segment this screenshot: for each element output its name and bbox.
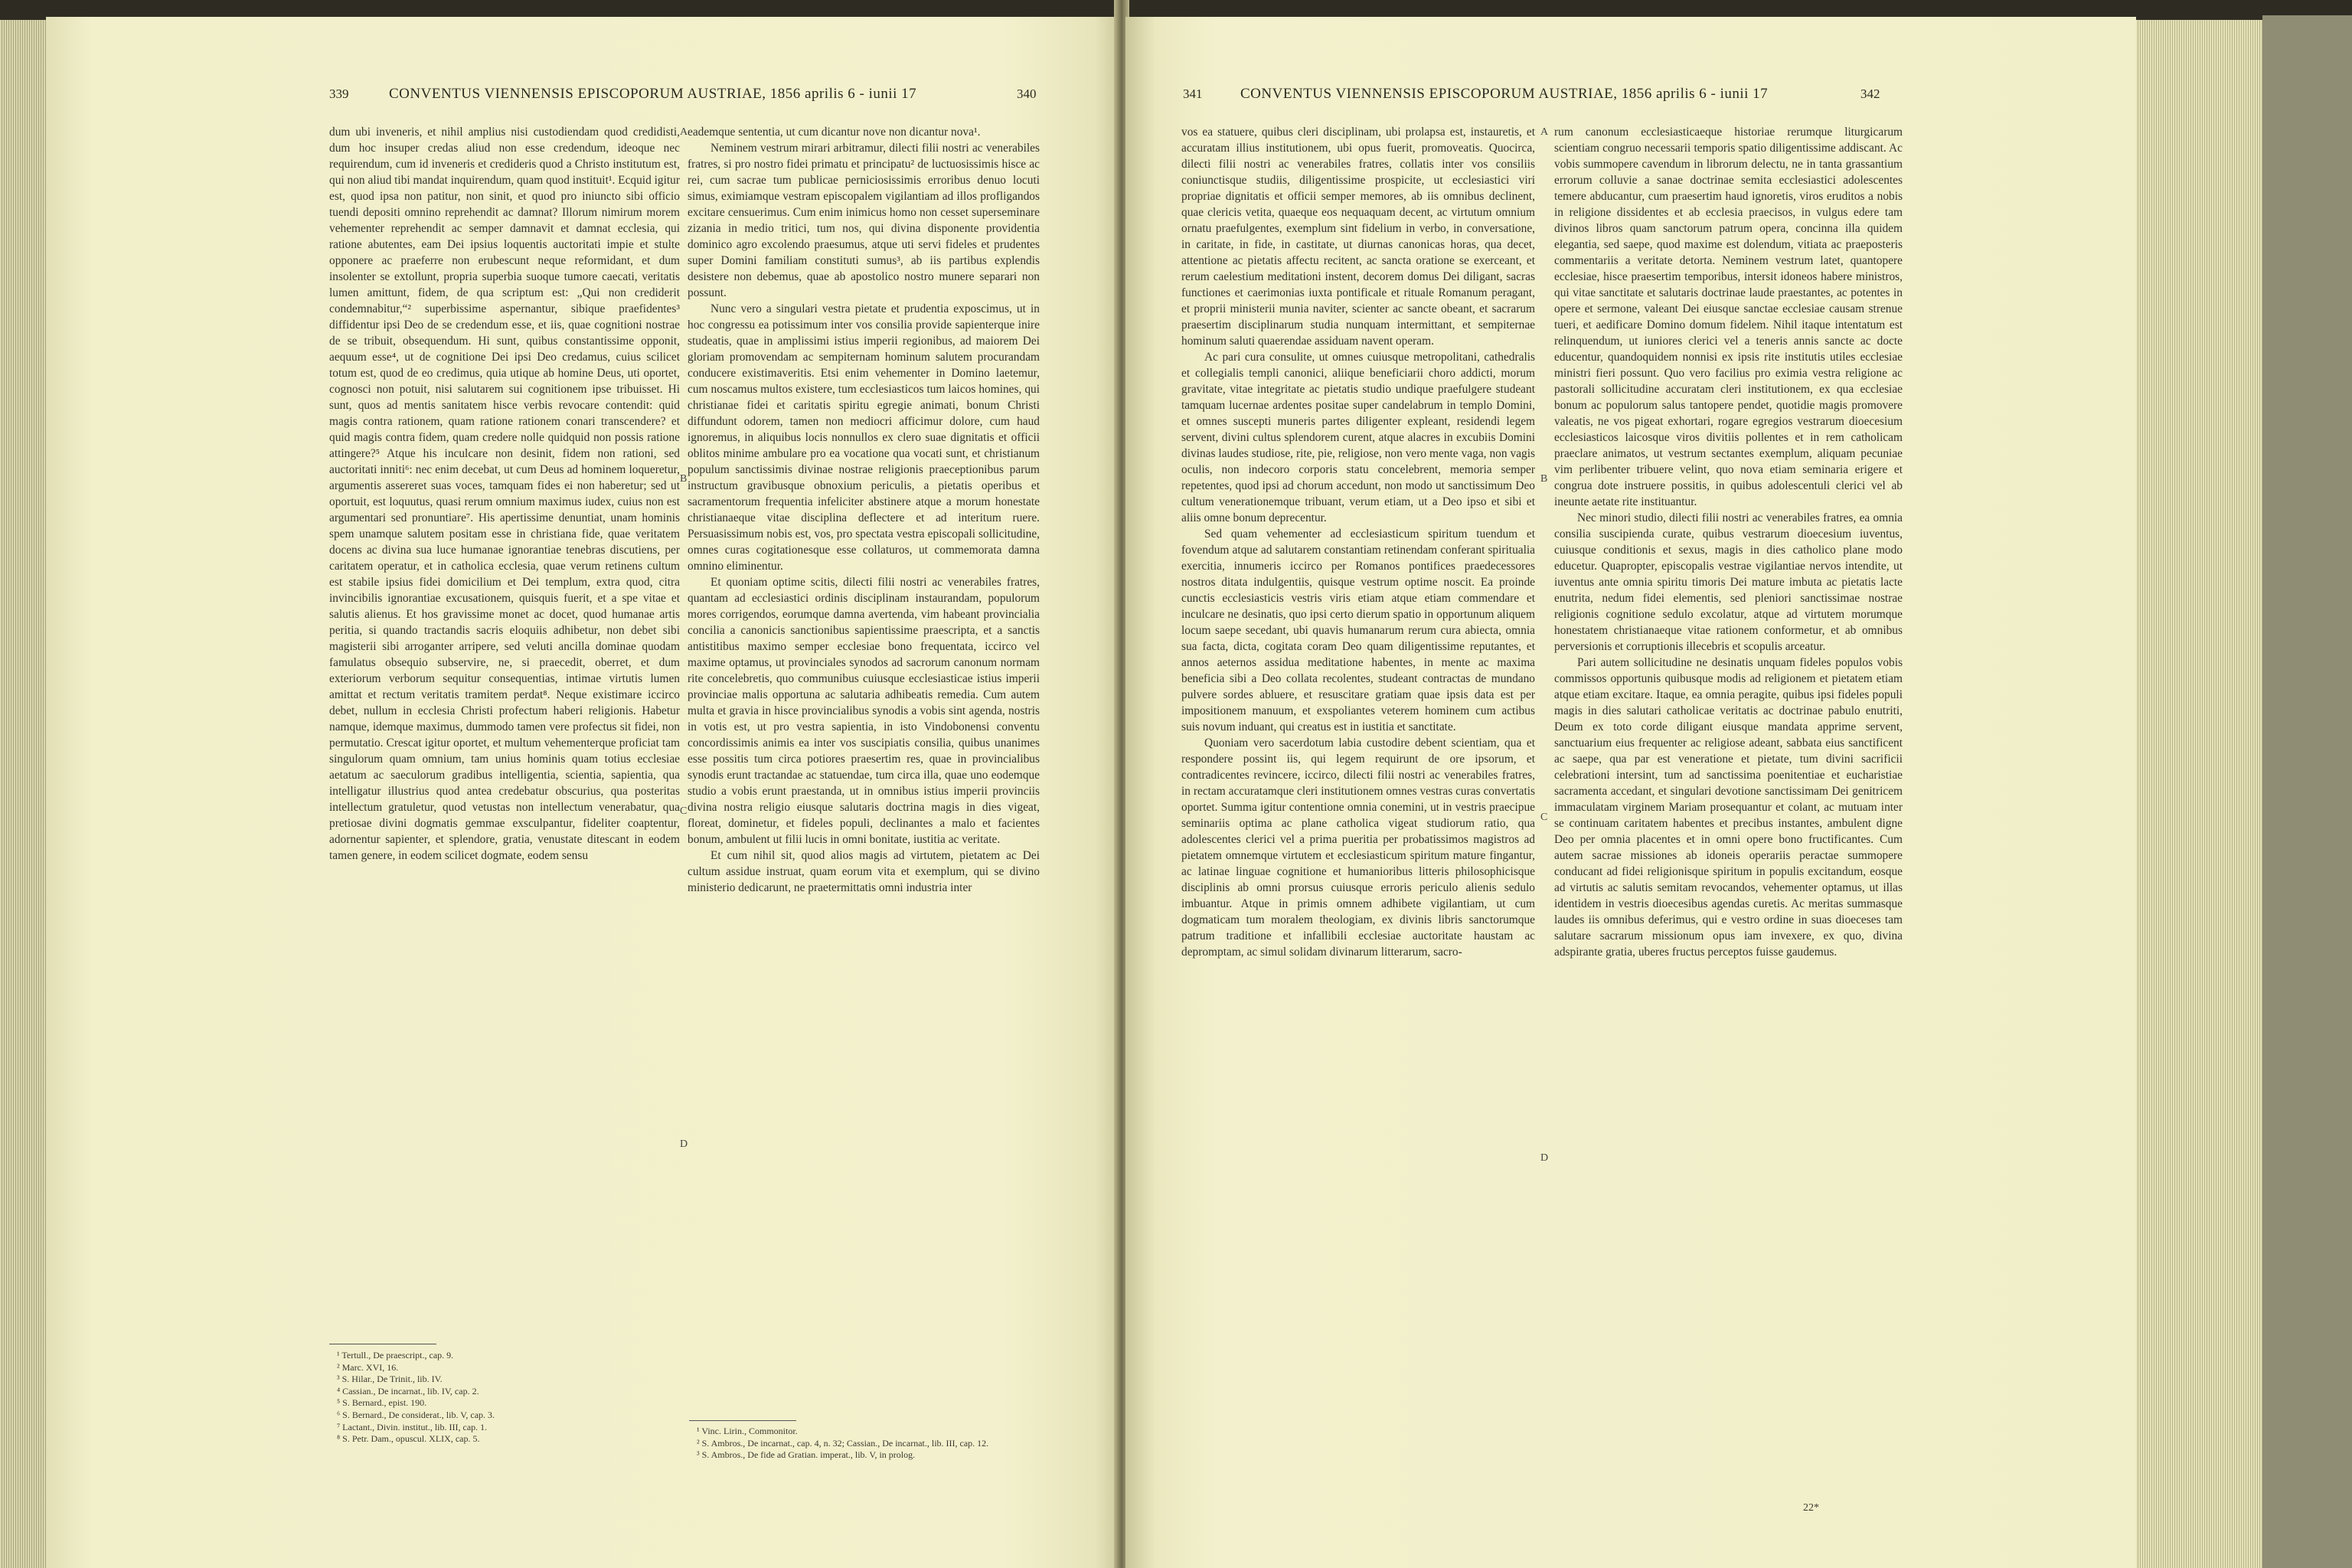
page-edges-right — [2136, 20, 2262, 1568]
paragraph: dum ubi inveneris, et nihil amplius nisi custodiendam quod credidisti, dum hoc insuper credas aliud non esse credendum, ideoque nec requirendum, cum id inveneris et credideris quod a Christo institutum est, qui non aliud tibi mandat inquirendum, quam quod instituit¹. Ecquid igitur est, quod ipsa non patitur, non sinit, et quod pro iniuncto sibi officio tuendi depositi omnino reprehendit ac damnat? Illorum nimirum morem vehementer reprehendit ac semper damnavit et damnat ecclesia, qui ratione abutentes, eam Dei ipsius loquentis auctoritati impie et stulte opponere ac praeferre non erubescunt neque reformidant, et dum insolenter se extollunt, propria superbia suoque tumore caecati, veritatis lumen amittunt, fidem, de qua scriptum est: „Qui non crediderit condemnabitur,“² superbissime aspernantur, sibique praefidentes³ diffidentur ipsi Deo de se credendum esse, et iis, quae cognitioni nostrae de se tribuit, obsequendum. Hi sunt, quibus constantissime opponit, aequum esse⁴, ut de cognitione Dei ipsi Deo credamus, cuius scilicet totum est, quod de eo credimus, quia utique ab homine Deus, uti oportet, cognosci non potuit, nisi salutarem sui cognitionem ipse tribuisset. Hi sunt, quos ad mentis sanitatem hisce verbis revocare contendit: quid magis contra rationem, quam ratione rationem conari transcendere? et quid magis contra fidem, quam credere nolle quidquid non possis ratione attingere?⁵ Atque his inculcare non desinit, fidem non rationi, sed auctoritati inniti⁶: nec enim decebat, ut cum Deus ad hominem loqueretur, argumentis assereret suas voces, tamquam fides ei non haberetur; sed ut oportuit, est loquutus, quasi rerum omnium maximus iudex, cuius non est argumentari sed pronuntiare⁷. His apertissime denuntiat, unam hominis spem unamque salutem positam esse in christiana fide, quae veritatem docens ac divina sua luce humanae ignorantiae tenebras discutiens, per caritatem operatur, et in catholica ecclesia, quae verum retinens cultum est stabile ipsius fidei domicilium et Dei templum, extra quod, citra invincibilis ignorantiae excusationem, quisquis fuerit, et a spe vitae et salutis alienus. Et hos gravissime monet ac docet, quod humanae artis peritia, si quando tractandis sacris eloquiis adhibetur, non debet sibi magisterii sibi arroganter arripere, sed veluti ancilla dominae quodam famulatus obsequio subservire, ne, si praecedit, oberret, et dum exteriorum verborum sequitur consequentias, intimae virtutis lumen amittat et rectum veritatis tramitem perdat⁸. Neque existimare iccirco debet, nullum in ecclesia Christi profectum haberi religionis. Habetur namque, idemque maximus, dummodo tamen vere profectus sit fidei, non permutatio. Crescat igitur oportet, et multum vehementerque proficiat tam singulorum quam omnium, tam unius hominis quam totius ecclesiae aetatum ac saeculorum gradibus intelligentia, scientia, sapientia, qua intelligatur illustrius quod antea credebatur obscurius, qua posteritas intellectum gratuletur, quod vetustas non intellectum venerabatur, qua pretiosae divini dogmatis gemmae exsculpantur, fideliter coaptentur, adornentur sapienter, et splendore, gratia, venustate ditescant in eodem tamen genere, in eodem scilicet dogmate, eodem sensu — [329, 126, 680, 862]
margin-letter-b: B — [1540, 473, 1548, 485]
footnote: ⁴ Cassian., De incarnat., lib. IV, cap. 2. — [337, 1385, 479, 1396]
margin-letter-d: D — [1540, 1152, 1549, 1164]
column-number-341: 341 — [1183, 87, 1203, 101]
footnote: ³ S. Hilar., De Trinit., lib. IV. — [337, 1374, 443, 1385]
margin-letter-c: C — [1540, 812, 1548, 823]
margin-letter-d: D — [680, 1138, 688, 1150]
paragraph: Nec minori studio, dilecti filii nostri ac venerabiles fratres, ea omnia consilia suscipienda curate, quibus vestrarum dioecesium iuventus, cuiusque conditionis et sexus, magis in dies catholico plane modo educetur. Quapropter, episcopalis vestrae vigilantiae nervos intendite, ut iuventus ante omnia spiritu timoris Dei mature imbuta ac pietatis lacte enutrita, nedum fidei elementis, sed pleniori sanctissimae nostrae religionis cognitione sedulo excolatur, atque ad virtutem morumque honestatem christianaeque vitae rationem conformetur, et ab omnibus perversionis et corruptionis illecebris et scopulis arceatur. — [1554, 511, 1903, 653]
running-title-right: CONVENTUS VIENNENSIS EPISCOPORUM AUSTRIAE, 1856 aprilis 6 - iunii 17 — [1240, 86, 1769, 102]
footnote: ⁶ S. Bernard., De considerat., lib. V, cap. 3. — [337, 1409, 495, 1420]
footnote: ³ S. Ambros., De fide ad Gratian. imperat., lib. V, in prolog. — [697, 1449, 916, 1461]
footnote: ² Marc. XVI, 16. — [337, 1361, 399, 1373]
margin-letter-a: A — [1540, 126, 1549, 138]
margin-letter-a: A — [680, 126, 688, 138]
paragraph: Et cum nihil sit, quod alios magis ad virtutem, pietatem ac Dei cultum assidue instruat, quam eorum vita et exemplum, qui se divino ministerio dedicarunt, ne praetermittatis omni industria inter — [688, 849, 1040, 894]
paragraph: vos ea statuere, quibus cleri disciplinam, ubi prolapsa est, instauretis, et accuratam illius institutionem, ubi opus fuerit, promoveatis. Quocirca, dilecti filii nostri ac venerabiles fratres, collatis inter vos consiliis coniunctisque studiis, diligentissime prospicite, ut ecclesiastici viri propriae dignitatis et officii semper memores, ab iis omnibus declinent, quae clericis vetita, quaeque eos nequaquam decent, ac virtutum omnium ornatu praefulgentes, exemplum sint fidelium in verbo, in conversatione, in caritate, in fide, in castitate, ut diurnas canonicas horas, qua decet, attentione ac pietatis affectu recitent, ac sancta oratione se exerceant, et rerum caelestium meditationi instent, decorem domus Dei diligant, sacras functiones et caerimonias iuxta pontificale et rituale Romanum peragant, et proprii ministerii munia naviter, scienter ac sancte obeant, et sacrarum praesertim disciplinarum studia nunquam intermittant, et sempiternae hominum saluti quaerendae assiduam navent operam. — [1181, 126, 1535, 348]
paragraph: Sed quam vehementer ad ecclesiasticum spiritum tuendum et fovendum atque ad salutarem constantiam retinendam conferant spiritualia exercitia, innumeris iccirco per Romanos pontifices praedecessores nostros ditata indulgentiis, quisque vestrum optime noscit. Ea proinde cunctis ecclesiasticis vestris viris etiam atque etiam commendare et inculcare ne desinatis, quo ipsi certo dierum spatio in opportunum aliquem locum saepe secedant, ubi quavis humanarum rerum cura abiecta, omnia sua facta, dicta, cogitata coram Deo quam diligentissime reputantes, et annos aeternos assidua meditatione habentes, in mente ac maxima beneficia sibi a Deo collata recolentes, studeant contractas de mundano pulvere sordes abluere, et resuscitare gratiam quae ipsis data est per impositionem manuum, et exspoliantes veterem hominem cum actibus suis novum induant, qui creatus est in iustitia et sanctitate. — [1181, 528, 1535, 733]
paragraph: Neminem vestrum mirari arbitramur, dilecti filii nostri ac venerabiles fratres, si pro nostro fidei primatu et principatu² de luctuosissimis hisce ac rei, cum sacrae tum publicae perniciosissimis erroribus denuo locuti simus, eximiamque vestram episcopalem vigilantiam ad illos profligandos excitare censuerimus. Cum enim inimicus homo non cesset superseminare zizania in medio tritici, tum nos, qui divina disponente providentia dominico agro excolendo praesumus, atque uti servi fideles et prudentes super Domini familiam constituti sumus³, ab iis partibus explendis desistere non debemus, quae ab apostolico nostro munere separari non possunt. — [688, 142, 1040, 299]
signature-mark: 22* — [1803, 1502, 1819, 1514]
column-number-339: 339 — [329, 87, 349, 101]
footnote: ⁷ Lactant., Divin. institut., lib. III, cap. 1. — [337, 1421, 488, 1432]
text-column-340 — [688, 124, 1040, 1414]
running-title-left: CONVENTUS VIENNENSIS EPISCOPORUM AUSTRIAE, 1856 aprilis 6 - iunii 17 — [389, 86, 917, 102]
text-column-341 — [1181, 124, 1535, 1556]
paragraph: Nunc vero a singulari vestra pietate et prudentia exposcimus, ut in hoc congressu ea potissimum inter vos consilia provide sapienterque inire studeatis, quae in amplissimi istius imperii regionibus, ad maiorem Dei gloriam promovendam ac sempiternam hominum salutem procurandam conducere existimaveritis. Etsi enim vehementer in Domino laetemur, cum noscamus multos existere, tum ecclesiasticos tum laicos homines, qui christianae fidei et caritatis spiritu egregie animati, bonum Christi diffundunt odorem, tamen non mediocri afficimur dolore, cum haud ignoremus, in aliquibus locis nonnullos ex clero suae dignitatis et officii oblitos minime ambulare pro ea vocatione qua vocati sunt, et christianum populum sanctissimis divinae nostrae religionis praeceptionibus parum instructum gravibusque obnoxium periculis, a pietatis operibus et sacramentorum frequentia infeliciter abstinere atque a morum honestate christianaeque vitae disciplina deflectere et ad interitum ruere. Persuasissimum nobis est, vos, pro spectata vestra episcopali sollicitudine, omnes curas cogitationesque esse collaturos, ut commemorata damna omnino eliminentur. — [688, 302, 1040, 573]
footnote: ⁵ S. Bernard., epist. 190. — [337, 1397, 427, 1409]
margin-letter-c: C — [680, 805, 688, 817]
margin-letter-b: B — [680, 473, 688, 485]
text-column-339 — [329, 124, 680, 1338]
footnotes-column-339 — [337, 1350, 674, 1446]
page-edges-left — [0, 20, 47, 1568]
footnote: ⁸ S. Petr. Dam., opuscul. XLIX, cap. 5. — [337, 1433, 480, 1445]
paragraph: rum canonum ecclesiasticaeque historiae rerumque liturgicarum scientiam congruo necessarii temporis spatio diligentissime addiscant. Ac vobis summopere cavendum in librorum delectu, ne in tanta grassantium errorum colluvie a sanae doctrinae semita ecclesiastici adolescentes temere abducantur, cum praesertim haud ignoretis, viros eruditos a nobis in religione dissidentes et ab ecclesia praecisos, in vulgus edere tam divinos libros quam sanctorum patrum opera, concinna illa quidem elegantia, sed saepe, quod maxime est dolendum, vitiata ac praeposteris commentariis a veritate detorta. Neminem vestrum latet, quantopere ecclesiae, hisce praesertim temporibus, intersit idoneos habere ministros, qui vitae sanctitate et salutaris doctrinae laude praestantes, ac potentes in opere et sermone, valeant Dei eiusque sanctae ecclesiae causam strenue tueri, et aedificare Domino domum fidelem. Nihil itaque intentatum est relinquendum, ut iuniores clerici vel a teneris annis sancte ac docte educentur, quandoquidem nonnisi ex ipsis rite institutis utiles ecclesiae ministri fieri possunt. Quo vero facilius pro eximia vestra religione ac pastorali sollicitudine accuratam cleri institutionem, ex qua ecclesiae bonum ac populorum salus tantopere pendet, quotidie magis promovere valeatis, ne vos pigeat exhortari, rogare egregios vestrarum dioecesium ecclesiasticos laicosque viros divitiis pollentes et in rem catholicam praeclare animatos, ut vestrum sectantes exemplum, aliquam pecuniae vim perlibenter tribuere velint, quo nova etiam seminaria erigere et congrua dote instruere possitis, in quibus adolescentuli clerici vel ab ineunte aetate rite instituantur. — [1554, 126, 1903, 508]
footnote: ¹ Tertull., De praescript., cap. 9. — [337, 1350, 454, 1361]
paragraph: Quoniam vero sacerdotum labia custodire debent scientiam, qua et respondere possint iis, qui legem requirunt de ore ipsorum, et contradicentes revincere, iccirco, dilecti filii nostri ac venerabiles fratres, in rectam accuratamque cleri institutionem omnes vestras curas convertatis oportet. Summa igitur contentione omnia conemini, ut in vestris praecipue seminariis optima ac plane catholica vigeat studiorum ratio, qua adolescentes clerici vel a prima pueritia per probatissimos magistros ad pietatem omnemque virtutem et ecclesiasticum spiritum mature fingantur, ac latinae linguae cognitione et humanioribus litteris philosophicisque disciplinis ab omni prorsus cuiusque erroris periculo alienis sedulo imbuantur. Atque in primis omnem adhibete vigilantiam, ut cum dogmaticam tum moralem theologiam, ex divinis libris sanctorumque patrum traditione et infallibili ecclesiae auctoritate haustam ac depromptam, ac simul solidam divinarum litterarum, sacro- — [1181, 737, 1535, 959]
footnotes-column-340 — [697, 1426, 1037, 1462]
paragraph: Et quoniam optime scitis, dilecti filii nostri ac venerabiles fratres, quantam ad ecclesiastici ordinis disciplinam instaurandam, populorum mores corrigendos, eorumque damna avertenda, vim habeant provincialia concilia a canonicis sanctionibus sapientissime praescripta, et a sanctis antistitibus maximo semper ecclesiae bono frequentata, iccirco vel maxime optamus, ut provinciales synodos ad sacrorum canonum normam rite concelebretis, quo communibus cuiusque ecclesiasticae istius imperii provinciae malis opportuna ac salutaria adhibeatis remedia. Cum autem multa et gravia in hisce provincialibus synodis a vobis sint agenda, nostris in votis est, ut pro vestra sapientia, in isto Vindobonensi conventu concordissimis animis ea inter vos suscipiatis consilia, quibus unanimes esse possitis tum circa potiores praesertim res, quae in provincialibus synodis erunt tractandae ac statuendae, tum circa illa, quae uno eodemque studio a vobis erunt praestanda, ut in omnibus istius imperii provinciis divina nostra religio eiusque salutaris doctrina magis in dies vigeat, floreat, dominetur, et fideles populi, declinantes a malo et facientes bonum, ambulent ut filii lucis in omni bonitate, iustitia ac veritate. — [688, 576, 1040, 846]
footnote: ² S. Ambros., De incarnat., cap. 4, n. 32; Cassian., De incarnat., lib. III, cap. 12. — [697, 1437, 989, 1449]
backboard — [2262, 15, 2352, 1568]
footnote: ¹ Vinc. Lirin., Commonitor. — [697, 1426, 798, 1436]
column-number-342: 342 — [1860, 87, 1880, 101]
paragraph: eademque sententia, ut cum dicantur nove non dicantur nova¹. — [688, 126, 981, 139]
footnote-rule — [689, 1420, 796, 1421]
text-column-342 — [1554, 124, 1903, 1502]
paragraph: Ac pari cura consulite, ut omnes cuiusque metropolitani, cathedralis et collegialis templi canonici, aliique beneficiarii choro addicti, morum gravitate, vitae integritate ac pietatis studio undique praefulgere studeant tamquam lucernae ardentes positae super candelabrum in templo Domini, et omnes suscepti muneris partes diligenter expleant, residendi legem servent, divini cultus splendorem curent, atque alacres in excubiis Domini divinas laudes studiose, rite, pie, religiose, non vero mente vaga, non vagis oculis, non indecoro corporis statu concelebrent, memoria semper repetentes, quod ipsi ad chorum accedunt, non modo ut sanctissimum Deo cultum venerationemque tribuant, verum etiam, ut a Deo ipso et sibi et aliis omne bonum deprecentur. — [1181, 351, 1535, 524]
paragraph: Pari autem sollicitudine ne desinatis unquam fideles populos vobis commissos opportunis quibusque modis ad religionem et pietatem etiam atque etiam excitare. Itaque, ea omnia peragite, quibus ipsi fideles populi magis in dies salutari catholicae veritatis ac doctrinae pabulo enutriti, Deum ex toto corde diligant eiusque mandata apprime servent, sanctuarium eius frequenter ac religiose adeant, sabbata eius sanctificent ac saepe, qua par est venerationе et pietate, tum divini sacrificii celebrationi intersint, tum ad sanctissima poenitentiae et eucharistiae sacramenta accedant, et singulari devotione sanctissimam Dei genitricem immaculatam virginem Mariam prosequantur et colant, ac mutuam inter se continuam caritatem habentes et precibus instantes, ambulent digne Deo per omnia placentes et in omni opere bono fructificantes. Cum autem sacrae missiones ab idoneis operariis peractae summopere conducant ad fidei religionisque spiritum in populis excitandum, eosque ad virtutis ac salutis semitam revocandos, vehementer optamus, ut illas identidem in vestris dioecesibus agendas curetis. Ac meritas summasque laudes iis omnibus deferimus, qui e vestro ordine in suas dioeceses tam salutare sacrarum missionum opus iam invexere, ex quo, divina adspirante gratia, uberes fructus perceptos fuisse gaudemus. — [1554, 656, 1903, 959]
column-number-340: 340 — [1017, 87, 1037, 101]
